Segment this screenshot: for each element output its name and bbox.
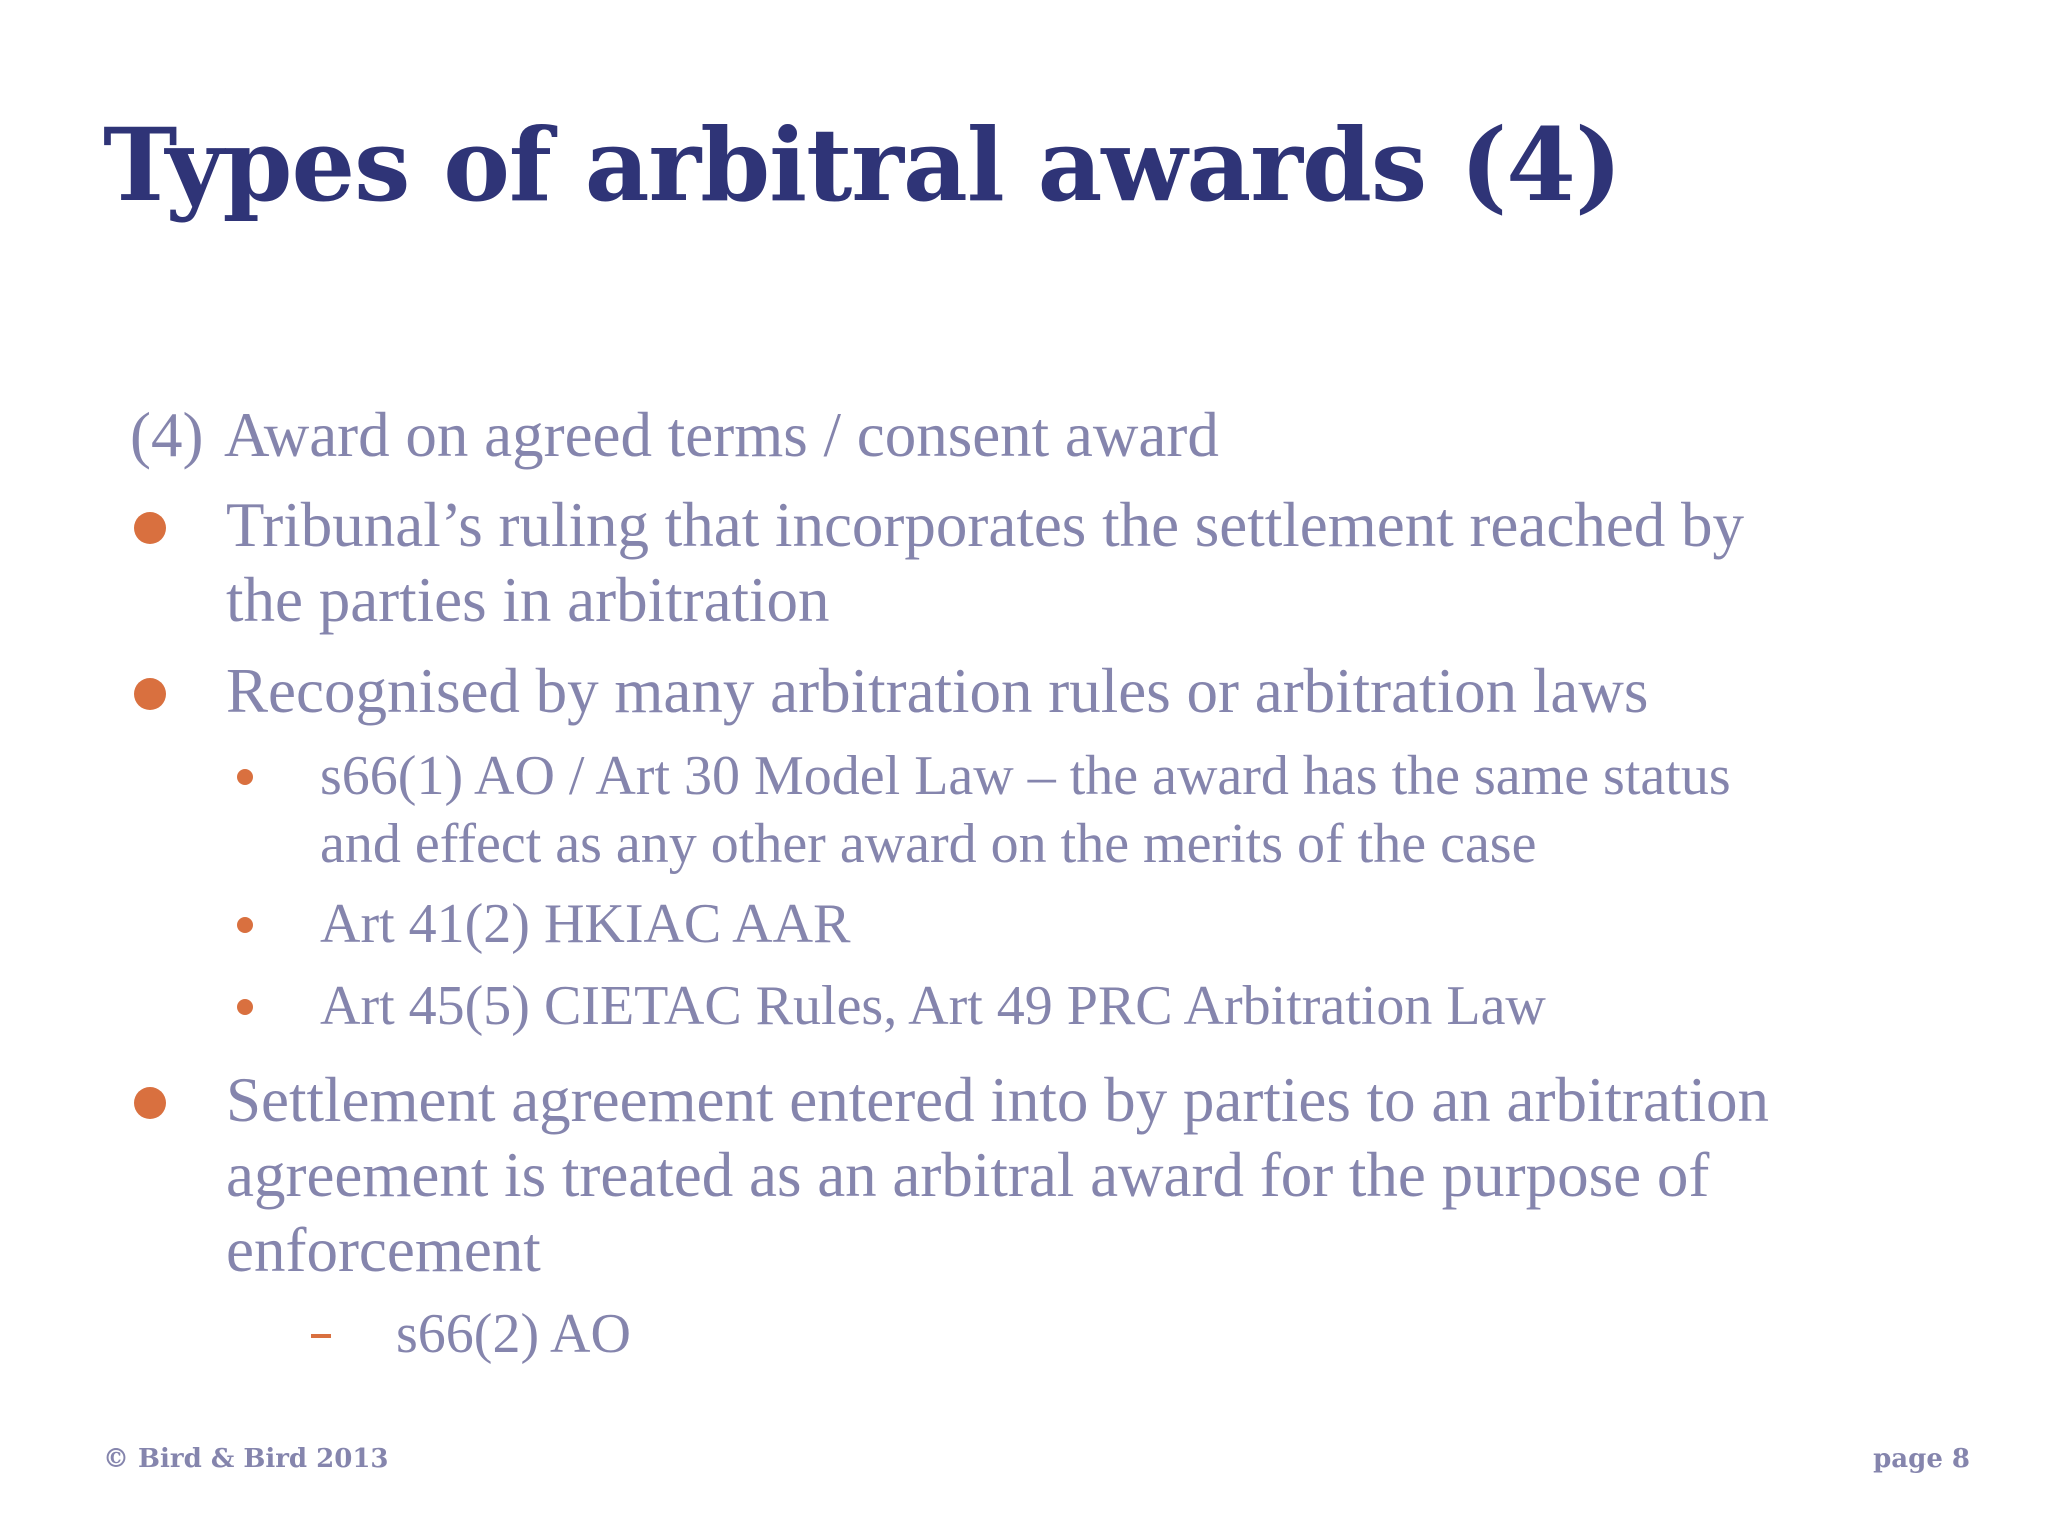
sub-bullet-1-line-1: s66(1) AO / Art 30 Model Law – the award has the same status	[320, 745, 1731, 807]
bullet-dot-icon	[134, 678, 166, 710]
bullet-3-line-3: enforcement	[226, 1215, 541, 1285]
bullet-dot-icon	[134, 512, 166, 544]
bullet-1-line-1: Tribunal’s ruling that incorporates the settlement reached by	[226, 490, 1745, 560]
section-heading-text: Award on agreed terms / consent award	[224, 400, 1219, 470]
slide-title: Types of arbitral awards (4)	[103, 106, 1622, 224]
sub-bullet-dot-icon	[237, 999, 253, 1015]
section-heading	[130, 397, 1219, 473]
bullet-2-line-1: Recognised by many arbitration rules or arbitration laws	[226, 656, 1649, 726]
sub-bullet-dot-icon	[237, 917, 253, 933]
bullet-1-line-2: the parties in arbitration	[226, 565, 830, 635]
section-heading-number: (4)	[130, 400, 204, 470]
footer-page-number: page 8	[1873, 1444, 1970, 1474]
dash-item-1: s66(2) AO	[396, 1303, 631, 1365]
bullet-3-line-2: agreement is treated as an arbitral award for the purpose of	[226, 1140, 1710, 1210]
sub-bullet-1-line-2: and effect as any other award on the merits of the case	[320, 813, 1537, 875]
bullet-dot-icon	[134, 1087, 166, 1119]
bullet-3-line-1: Settlement agreement entered into by parties to an arbitration	[226, 1065, 1769, 1135]
sub-bullet-2-line-1: Art 41(2) HKIAC AAR	[320, 893, 851, 955]
sub-bullet-3-line-1: Art 45(5) CIETAC Rules, Art 49 PRC Arbitration Law	[320, 975, 1546, 1037]
dash-bullet-icon	[311, 1334, 331, 1338]
footer-copyright: © Bird & Bird 2013	[103, 1444, 389, 1474]
sub-bullet-dot-icon	[237, 769, 253, 785]
